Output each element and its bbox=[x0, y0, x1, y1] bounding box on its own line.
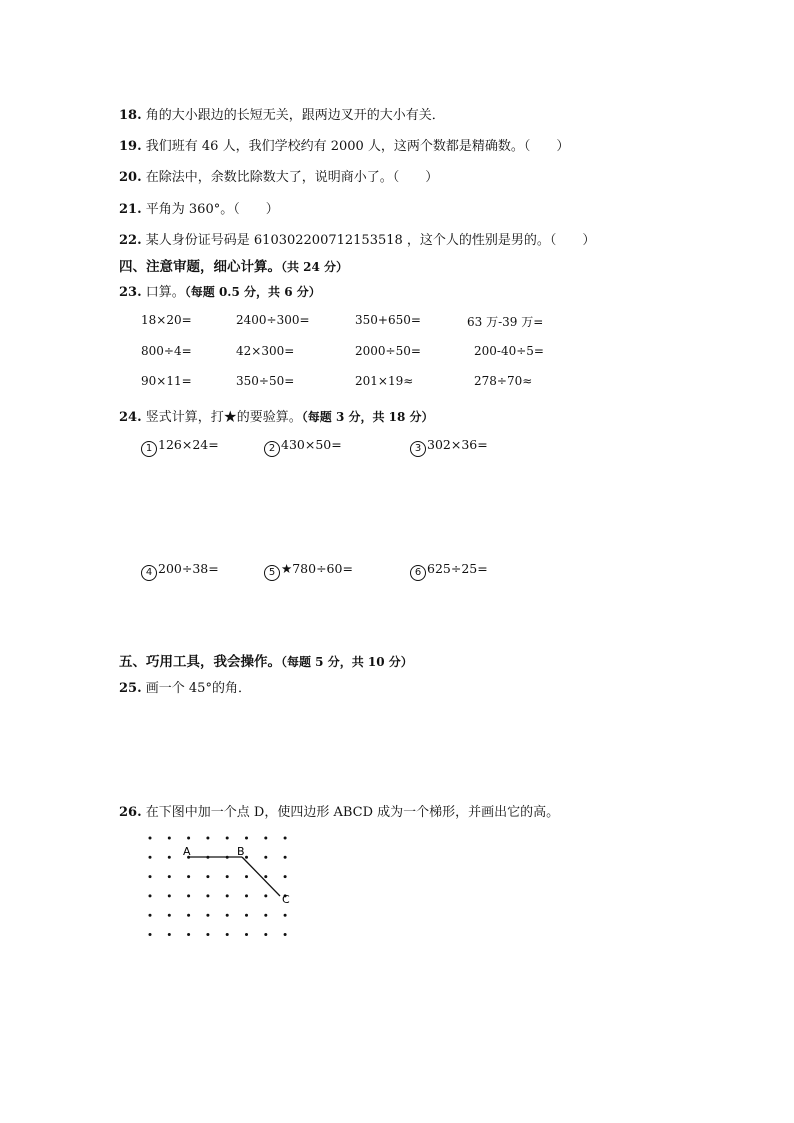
circled-number-icon: 5 bbox=[264, 565, 280, 581]
grid-dot bbox=[245, 914, 248, 917]
mental-item: 63 万-39 万= bbox=[467, 315, 544, 329]
grid-dot bbox=[149, 875, 152, 878]
grid-dot bbox=[206, 933, 209, 936]
grid-dot bbox=[284, 856, 287, 859]
question-number: 20. bbox=[119, 170, 142, 185]
question-number: 26. bbox=[119, 805, 142, 820]
grid-dot bbox=[206, 837, 209, 840]
grid-dot bbox=[264, 875, 267, 878]
question-text: 平角为 360°。（ ） bbox=[145, 202, 279, 217]
section-note: （每题 5 分，共 10 分） bbox=[281, 655, 413, 669]
mental-item: 278÷70≈ bbox=[474, 374, 533, 388]
question-number: 25. bbox=[119, 681, 142, 696]
grid-dot bbox=[187, 875, 190, 878]
vertical-item-3 bbox=[410, 437, 488, 457]
grid-dot bbox=[226, 914, 229, 917]
label-b: B bbox=[237, 845, 245, 858]
grid-dot bbox=[206, 894, 209, 897]
grid-dot bbox=[149, 914, 152, 917]
question-text: 画一个 45°的角． bbox=[145, 681, 251, 696]
circled-number-icon: 4 bbox=[141, 565, 157, 581]
expression: ★780÷60= bbox=[281, 561, 353, 576]
grid-dot bbox=[245, 894, 248, 897]
grid-dot bbox=[206, 914, 209, 917]
mental-item: 2400÷300= bbox=[236, 313, 310, 327]
vertical-item-1 bbox=[141, 437, 219, 457]
grid-dots bbox=[149, 837, 287, 937]
grid-dot bbox=[168, 914, 171, 917]
grid-dot bbox=[187, 837, 190, 840]
mental-item: 350+650= bbox=[355, 313, 421, 327]
mental-item: 90×11= bbox=[141, 374, 192, 388]
question-20 bbox=[119, 166, 438, 185]
circled-number-icon: 3 bbox=[410, 441, 426, 457]
question-19 bbox=[119, 135, 569, 154]
section-title: 四、注意审题，细心计算。 bbox=[119, 259, 281, 275]
grid-dot bbox=[245, 856, 248, 859]
question-note: （每题 0.5 分，共 6 分） bbox=[184, 285, 321, 299]
grid-dot bbox=[149, 837, 152, 840]
question-number: 22. bbox=[119, 233, 142, 248]
grid-dot bbox=[226, 894, 229, 897]
question-22 bbox=[119, 229, 595, 248]
question-text: 我们班有 46 人，我们学校约有 2000 人，这两个数都是精确数。（ ） bbox=[145, 139, 570, 154]
grid-dot bbox=[264, 837, 267, 840]
circled-number-icon: 2 bbox=[264, 441, 280, 457]
expression: 126×24= bbox=[158, 437, 219, 452]
grid-dot bbox=[284, 914, 287, 917]
grid-dot bbox=[226, 837, 229, 840]
grid-dot bbox=[245, 837, 248, 840]
grid-dot bbox=[168, 837, 171, 840]
dot-grid-figure bbox=[130, 826, 320, 951]
grid-dot bbox=[264, 894, 267, 897]
question-text: 在除法中，余数比除数大了，说明商小了。（ ） bbox=[145, 170, 439, 185]
grid-dot bbox=[187, 933, 190, 936]
question-number: 23. bbox=[119, 285, 142, 300]
grid-dot bbox=[149, 856, 152, 859]
question-text: 某人身份证号码是 610302200712153518 ，这个人的性别是男的。（ ） bbox=[145, 233, 596, 248]
grid-dot bbox=[245, 875, 248, 878]
question-note: （每题 3 分，共 18 分） bbox=[301, 410, 434, 424]
grid-dot bbox=[284, 933, 287, 936]
expression: 430×50= bbox=[281, 437, 342, 452]
question-25 bbox=[119, 677, 251, 696]
question-24 bbox=[119, 406, 434, 425]
section-title: 五、巧用工具，我会操作。 bbox=[119, 654, 281, 670]
grid-dot bbox=[226, 875, 229, 878]
grid-dot bbox=[284, 875, 287, 878]
grid-dot bbox=[264, 914, 267, 917]
question-number: 21. bbox=[119, 202, 142, 217]
question-18 bbox=[119, 104, 445, 123]
grid-dot bbox=[245, 933, 248, 936]
grid-dot bbox=[226, 933, 229, 936]
section-4-heading bbox=[119, 255, 348, 275]
mental-item: 800÷4= bbox=[141, 344, 192, 358]
mental-item: 201×19≈ bbox=[355, 374, 414, 388]
mental-item: 200-40÷5= bbox=[474, 344, 544, 358]
question-number: 18. bbox=[119, 108, 142, 123]
grid-dot bbox=[264, 933, 267, 936]
grid-dot bbox=[168, 856, 171, 859]
vertical-item-2 bbox=[264, 437, 342, 457]
label-c: C bbox=[282, 893, 290, 906]
grid-dot bbox=[187, 914, 190, 917]
expression: 200÷38= bbox=[158, 561, 219, 576]
section-5-heading bbox=[119, 650, 413, 670]
question-text: 角的大小跟边的长短无关，跟两边叉开的大小有关． bbox=[145, 108, 445, 123]
question-number: 19. bbox=[119, 139, 142, 154]
grid-dot bbox=[168, 875, 171, 878]
expression: 302×36= bbox=[427, 437, 488, 452]
vertical-item-6 bbox=[410, 561, 488, 581]
grid-dot bbox=[284, 837, 287, 840]
vertical-item-4 bbox=[141, 561, 219, 581]
circled-number-icon: 6 bbox=[410, 565, 426, 581]
question-26 bbox=[119, 801, 559, 820]
vertical-item-5 bbox=[264, 561, 353, 581]
mental-item: 2000÷50= bbox=[355, 344, 421, 358]
question-21 bbox=[119, 198, 279, 217]
question-number: 24. bbox=[119, 410, 142, 425]
circled-number-icon: 1 bbox=[141, 441, 157, 457]
question-23 bbox=[119, 281, 321, 300]
expression: 625÷25= bbox=[427, 561, 488, 576]
grid-dot bbox=[149, 894, 152, 897]
mental-item: 42×300= bbox=[236, 344, 295, 358]
grid-dot bbox=[168, 933, 171, 936]
grid-dot bbox=[206, 875, 209, 878]
question-text: 口算。 bbox=[145, 285, 185, 300]
question-text: 在下图中加一个点 D，使四边形 ABCD 成为一个梯形，并画出它的高。 bbox=[145, 805, 560, 820]
section-note: （共 24 分） bbox=[281, 260, 349, 274]
mental-item: 18×20= bbox=[141, 313, 192, 327]
mental-item: 350÷50= bbox=[236, 374, 295, 388]
question-text: 竖式计算，打★的要验算。 bbox=[145, 410, 302, 425]
grid-dot bbox=[264, 856, 267, 859]
grid-dot bbox=[168, 894, 171, 897]
grid-dot bbox=[187, 894, 190, 897]
grid-dot bbox=[149, 933, 152, 936]
label-a: A bbox=[183, 845, 191, 858]
